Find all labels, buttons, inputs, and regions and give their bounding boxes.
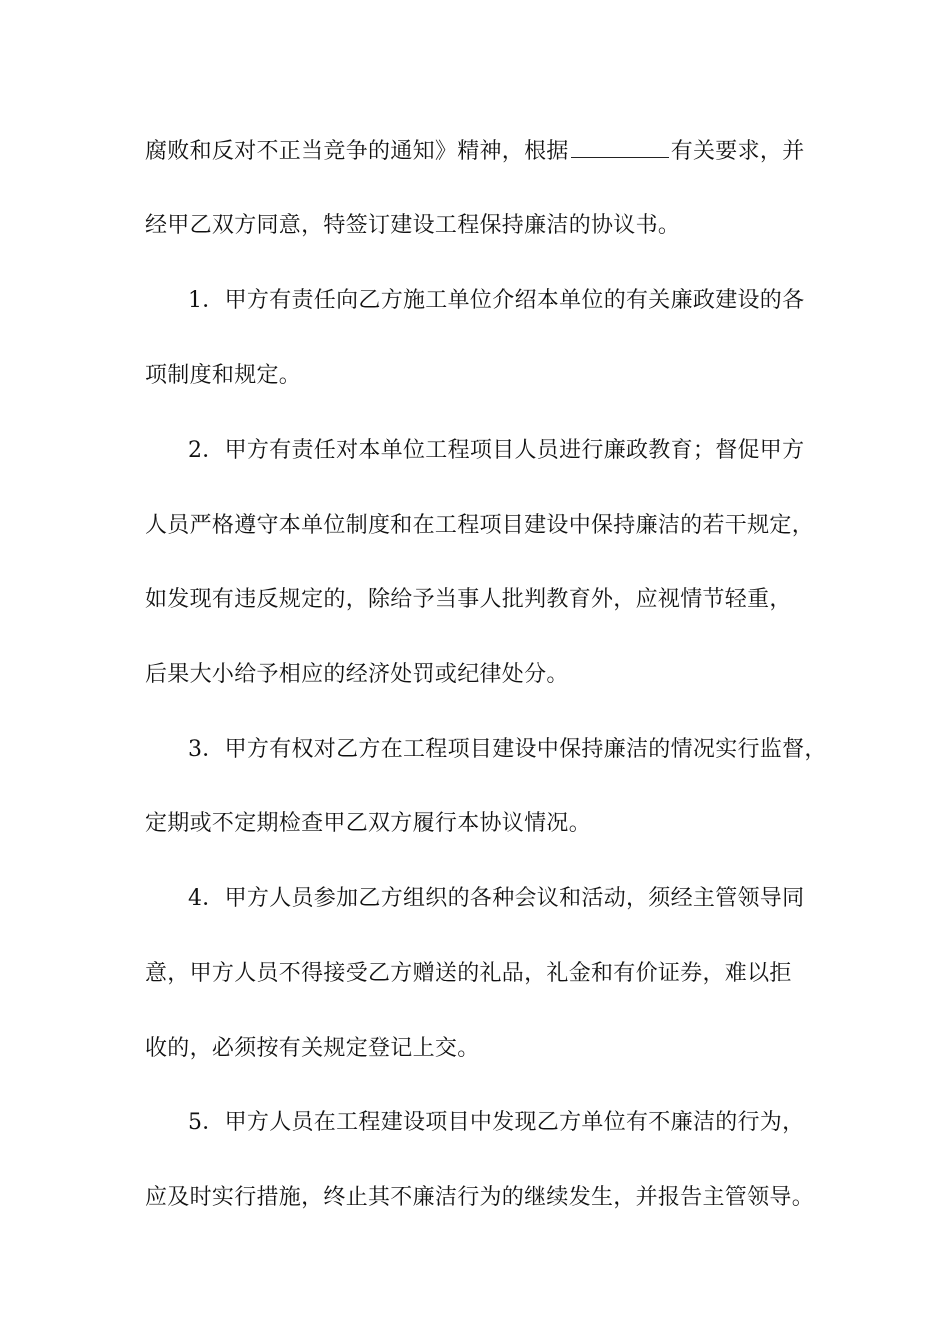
text-segment: 有关要求，并 xyxy=(670,139,805,164)
clause-2-line-2: 人员严格遵守本单位制度和在工程项目建设中保持廉洁的若干规定， xyxy=(145,513,815,538)
clause-4-line-3: 收的，必须按有关规定登记上交。 xyxy=(145,1036,480,1061)
clause-2-line-1: 2．甲方有责任对本单位工程项目人员进行廉政教育；督促甲方 xyxy=(188,438,805,463)
clause-4-line-1: 4．甲方人员参加乙方组织的各种会议和活动，须经主管领导同 xyxy=(188,886,805,911)
clause-3-line-2: 定期或不定期检查甲乙双方履行本协议情况。 xyxy=(145,811,592,836)
clause-5-line-2: 应及时实行措施，终止其不廉洁行为的继续发生，并报告主管领导。 xyxy=(145,1185,815,1210)
clause-3-line-1: 3．甲方有权对乙方在工程项目建设中保持廉洁的情况实行监督， xyxy=(188,737,827,762)
text-line-2: 经甲乙双方同意，特签订建设工程保持廉洁的协议书。 xyxy=(145,213,681,238)
clause-4-line-2: 意，甲方人员不得接受乙方赠送的礼品，礼金和有价证券，难以拒 xyxy=(145,961,792,986)
fill-in-blank xyxy=(571,137,669,158)
text-segment: 腐败和反对不正当竞争的通知》精神，根据 xyxy=(145,139,569,164)
clause-2-line-4: 后果大小给予相应的经济处罚或纪律处分。 xyxy=(145,662,569,687)
clause-5-line-1: 5．甲方人员在工程建设项目中发现乙方单位有不廉洁的行为， xyxy=(188,1110,805,1135)
clause-2-line-3: 如发现有违反规定的，除给予当事人批判教育外，应视情节轻重， xyxy=(145,587,792,612)
text-line-1 xyxy=(145,137,815,167)
clause-1-line-1: 1．甲方有责任向乙方施工单位介绍本单位的有关廉政建设的各 xyxy=(188,288,805,313)
clause-1-line-2: 项制度和规定。 xyxy=(145,363,302,388)
